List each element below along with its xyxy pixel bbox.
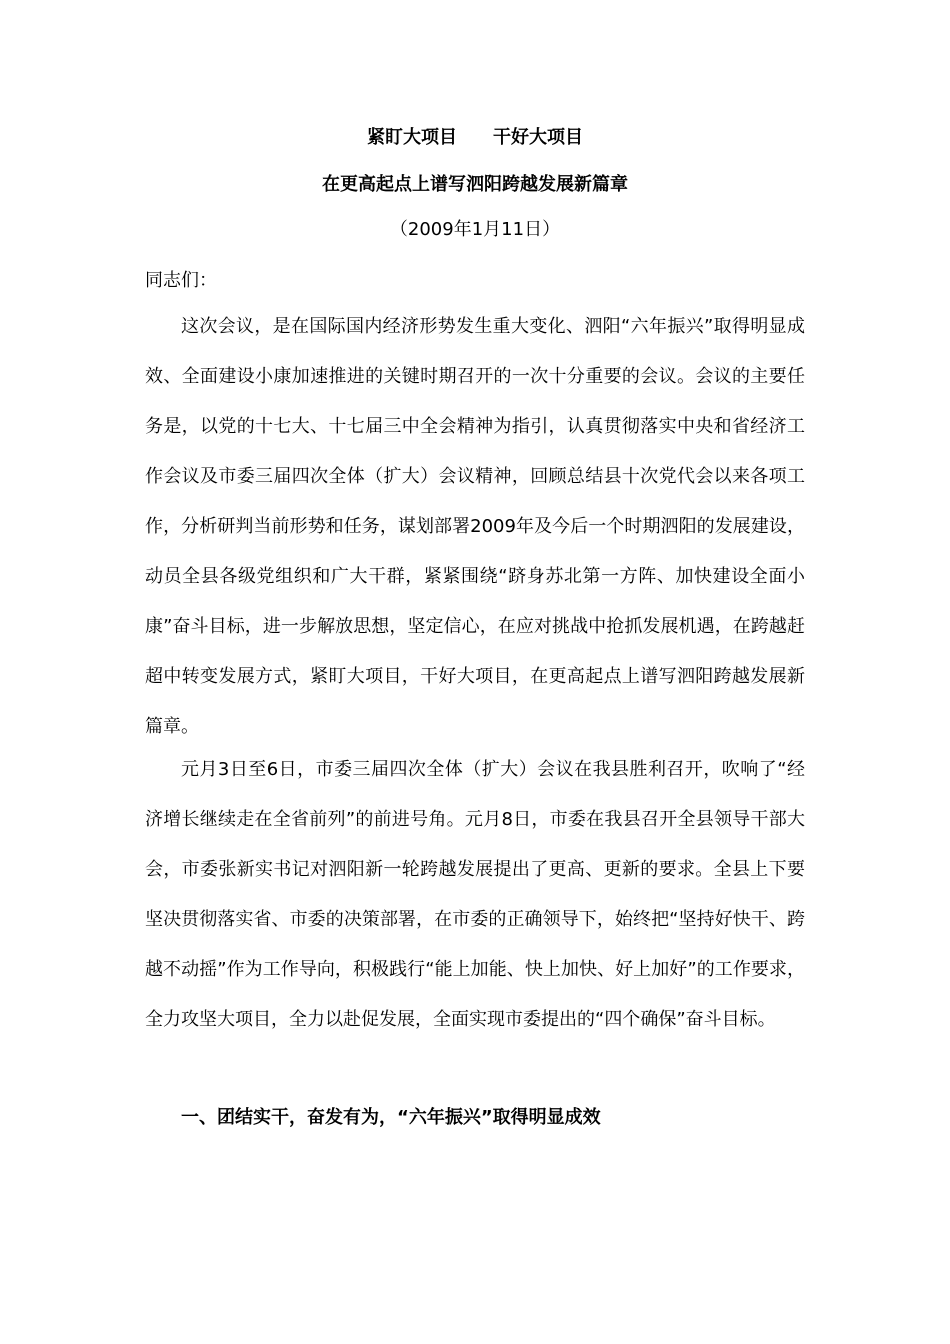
document-date: （2009年1月11日） [389, 219, 561, 240]
body-paragraph-1: 这次会议，是在国际国内经济形势发生重大变化、泗阳“六年振兴”取得明显成效、全面建设小康加速推进的关键时期召开的一次十分重要的会议。会议的主要任务是，以党的十七大、十七届三中全会精神为指引，认真贯彻落实中央和省经济工作会议及市委三届四次全体（扩大）会议精神，回顾总结县十次党代会以来各项工作，分析研判当前形势和任务，谋划部署2009年及今后一个时期泗阳的发展建设，动员全县各级党组织和广大干群，紧紧围绕“跻身苏北第一方阵、加快建设全面小康”奋斗目标，进一步解放思想，坚定信心，在应对挑战中抢抓发展机遇，在跨越赶超中转变发展方式，紧盯大项目，干好大项目，在更高起点上谱写泗阳跨越发展新篇章。 [145, 316, 805, 737]
body-paragraph-2: 元月3日至6日，市委三届四次全体（扩大）会议在我县胜利召开，吹响了“经济增长继续走在全省前列”的前进号角。元月8日，市委在我县召开全县领导干部大会，市委张新实书记对泗阳新一轮跨越发展提出了更高、更新的要求。全县上下要坚决贯彻落实省、市委的决策部署，在市委的正确领导下，始终把“坚持好快干、跨越不动摇”作为工作导向，积极践行“能上加能、快上加快、好上加好”的工作要求，全力攻坚大项目，全力以赴促发展，全面实现市委提出的“四个确保”奋斗目标。 [145, 759, 805, 1030]
document-title-line2: 在更高起点上谱写泗阳跨越发展新篇章 [322, 174, 628, 195]
section-heading: 一、团结实干，奋发有为，“六年振兴”取得明显成效 [181, 1107, 601, 1128]
salutation: 同志们： [145, 270, 217, 291]
document-title-line1: 紧盯大项目 干好大项目 [367, 127, 583, 148]
